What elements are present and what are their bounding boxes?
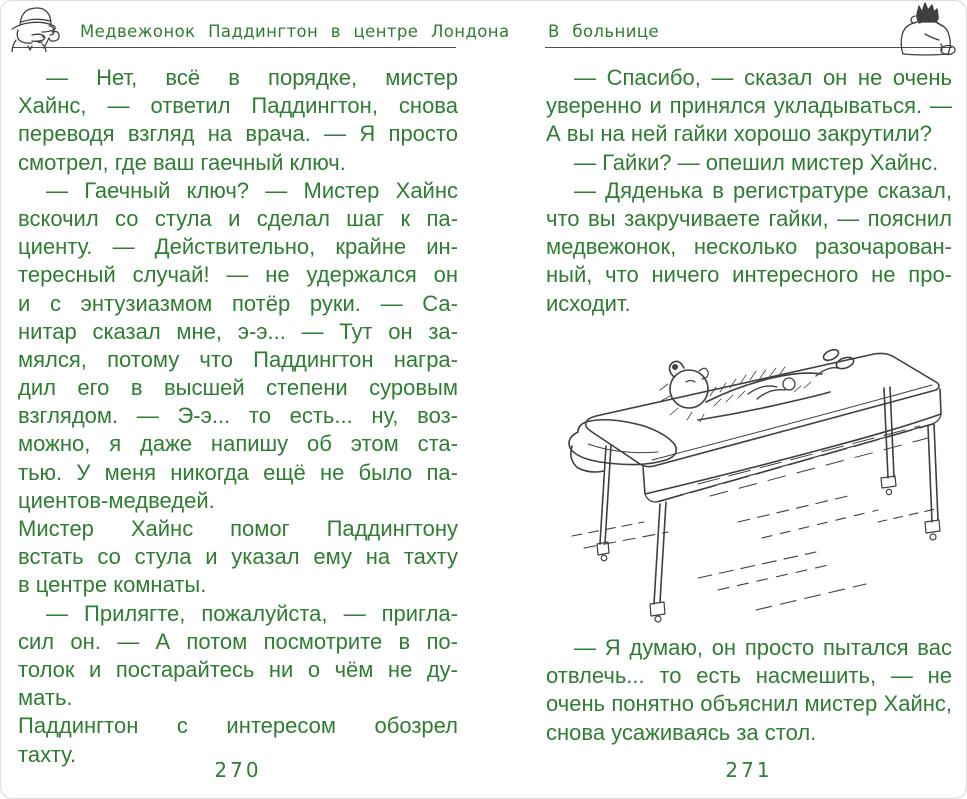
text-line: исходит. [546, 290, 631, 316]
text-line: смотрел, где ваш гаечный ключ. [18, 149, 346, 175]
text-line: Мистер Хайнс помог Паддингтону [18, 516, 458, 541]
right-text-column-bottom [546, 634, 952, 747]
text-line: уверенно и принялся укладываться. — [546, 93, 952, 119]
page-number-left: 270 [214, 758, 262, 782]
text-line: — Прилягте, пожалуйста, — пригла- [46, 600, 458, 626]
text-line: тересный случай! — не удержался он [18, 262, 458, 288]
text-line: — Я думаю, он просто пытался вас [574, 635, 952, 660]
text-line: нитар сказал мне, э-э... — Тут он за- [18, 318, 458, 344]
text-line: — Спасибо, — сказал он не очень [574, 65, 952, 90]
paddington-on-couch-illustration [548, 326, 952, 626]
text-line: циентов-медведей. [18, 487, 215, 513]
running-title-left: Медвежонок Паддингтон в центре Лондона [80, 22, 510, 41]
paragraph [18, 64, 458, 177]
text-line: ный, что ничего интересного не про- [546, 262, 952, 288]
text-line: Паддингтон с интересом обозрел [18, 713, 458, 739]
text-line: сил он. — А потом посмотрите в по- [18, 628, 458, 654]
text-line: — Дяденька в регистратуре сказал, [574, 177, 952, 203]
text-line: тахту. [18, 741, 77, 767]
text-line: — Гаечный ключ? — Мистер Хайнс [46, 177, 458, 203]
text-line: и с энтузиазмом потёр руки. — Са- [18, 290, 458, 316]
text-line: переводя взгляд на врача. — Я просто [18, 121, 458, 147]
page-number-right: 271 [725, 758, 773, 782]
right-text-column-top [546, 64, 952, 318]
text-line: вскочил со стула и сделал шаг к па- [18, 205, 458, 231]
text-line: можно, я даже напишу об этом ста- [18, 431, 458, 457]
text-line: дил его в высшей степени суровым [18, 375, 458, 401]
text-line: мялся, потому что Паддингтон награ- [18, 346, 458, 372]
text-line: толок и постарайтесь ни о чём не ду- [18, 656, 458, 682]
paragraph [18, 600, 458, 713]
text-line: в центре комнаты. [18, 572, 207, 598]
paddington-tipping-hat-icon [6, 2, 64, 52]
text-line: А вы на ней гайки хорошо закрутили? [546, 121, 932, 147]
text-line: циенту. — Действительно, крайне ин- [18, 234, 458, 260]
header-rule-left [13, 47, 456, 48]
paragraph [546, 149, 952, 177]
text-line: снова усаживаясь за стол. [546, 719, 817, 745]
text-line: что вы закручиваете гайки, — пояснил [546, 205, 952, 231]
paragraph [546, 177, 952, 318]
text-line: мать. [18, 685, 73, 711]
text-line: медвежонок, несколько разочарован- [546, 234, 952, 260]
text-line: взглядом. — Э-э... то есть... ну, воз- [18, 403, 458, 429]
text-line: — Гайки? — опешил мистер Хайнс. [574, 149, 939, 175]
paragraph [546, 64, 952, 149]
paddington-in-duffle-coat-icon [891, 0, 961, 56]
paragraph [18, 515, 458, 600]
paragraph [18, 177, 458, 515]
text-line: Хайнс, — ответил Паддингтон, снова [18, 93, 458, 119]
text-line: отвлечь... то есть насмешить, — не [546, 663, 952, 689]
text-line: тью. У меня никогда ещё не было па- [18, 459, 458, 485]
left-text-column [18, 64, 458, 769]
text-line: очень понятно объяснил мистер Хайнс, [546, 691, 952, 717]
text-line: — Нет, всё в порядке, мистер [46, 65, 458, 90]
text-line: встать со стула и указал ему на тахту [18, 544, 458, 570]
paragraph [546, 634, 952, 747]
running-title-right: В больнице [548, 22, 659, 41]
